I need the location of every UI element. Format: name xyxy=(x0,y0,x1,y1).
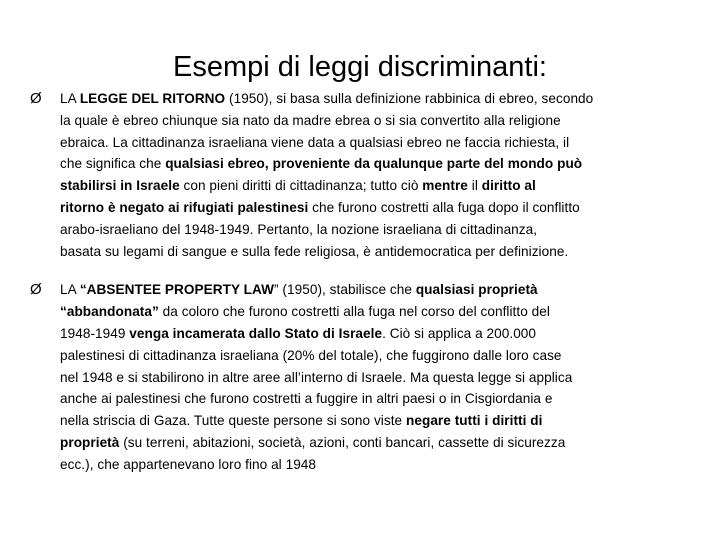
text-run: che significa che xyxy=(60,156,166,172)
text-run: nella striscia di Gaza. Tutte queste persone si sono viste xyxy=(60,413,406,429)
bold-text-run: ritorno è negato ai rifugiati palestinesi xyxy=(60,199,309,215)
text-run: palestinesi di cittadinanza israeliana (20% del totale), che fuggirono dalle loro case xyxy=(60,347,562,363)
text-line xyxy=(60,323,690,345)
text-line xyxy=(60,454,690,476)
text-run: ” (1950), stabilisce che xyxy=(274,282,416,298)
text-run: la quale è ebreo chiunque sia nato da madre ebrea o si sia convertito alla religione xyxy=(60,112,561,128)
text-line xyxy=(60,345,690,367)
text-line xyxy=(60,432,690,454)
text-line xyxy=(60,388,690,410)
bold-text-run: LEGGE DEL RITORNO xyxy=(79,91,226,106)
bold-text-run: qualsiasi ebreo, proveniente da qualunque parte del mondo può xyxy=(165,156,583,172)
bold-text-run: negare tutti i diritti di xyxy=(406,413,543,429)
text-run: LA xyxy=(60,282,80,298)
bold-text-run: “abbandonata” xyxy=(60,304,159,320)
text-run: LA xyxy=(60,91,80,106)
text-line xyxy=(60,279,690,301)
bold-text-run: “ABSENTEE PROPERTY LAW xyxy=(79,282,275,298)
text-run: che furono costretti alla fuga dopo il conflitto xyxy=(308,199,580,215)
text-run: arabo-israeliano del 1948-1949. Pertanto, la nozione israeliana di cittadinanza, xyxy=(60,221,538,237)
bold-text-run: qualsiasi proprietà xyxy=(415,282,538,298)
text-run: nel 1948 e si stabilirono in altre aree all’interno di Israele. Ma questa legge si applica xyxy=(60,369,573,385)
text-run: (1950), si basa sulla definizione rabbinica di ebreo, secondo xyxy=(225,91,594,106)
text-run: ebraica. La cittadinanza israeliana viene data a qualsiasi ebreo ne faccia richiesta, il xyxy=(60,134,570,150)
text-line xyxy=(60,197,690,219)
text-run: ecc.), che appartenevano loro fino al 1948 xyxy=(60,456,317,472)
text-line xyxy=(60,175,690,197)
bullet-item xyxy=(30,88,690,262)
slide-title: Esempi di leggi discriminanti: xyxy=(173,51,547,84)
bold-text-run: stabilirsi in Israele xyxy=(60,178,180,194)
text-line xyxy=(60,241,690,263)
text-line xyxy=(60,410,690,432)
arrow-bullet-icon: Ø xyxy=(30,90,42,107)
bold-text-run: diritto al xyxy=(481,178,536,194)
text-run: da coloro che furono costretti alla fuga nel corso del conflitto del xyxy=(158,304,550,320)
text-run: (su terreni, abitazioni, società, azioni, conti bancari, cassette di sicurezza xyxy=(119,434,566,450)
text-line xyxy=(60,367,690,389)
text-run: . Ciò si applica a 200.000 xyxy=(382,325,537,341)
bold-text-run: mentre xyxy=(422,178,468,194)
text-run: 1948-1949 xyxy=(60,325,130,341)
bold-text-run: venga incamerata dallo Stato di Israele xyxy=(129,325,383,341)
text-line xyxy=(60,153,690,175)
text-line xyxy=(60,88,690,110)
text-line xyxy=(60,132,690,154)
arrow-bullet-icon: Ø xyxy=(30,281,42,299)
text-run: con pieni diritti di cittadinanza; tutto ciò xyxy=(179,178,423,194)
bold-text-run: proprietà xyxy=(60,434,120,450)
text-run: basata su legami di sangue e sulla fede religiosa, è antidemocratica per definizione. xyxy=(60,243,569,259)
bullet-item xyxy=(30,279,690,475)
text-line xyxy=(60,110,690,132)
text-line xyxy=(60,301,690,323)
text-run: il xyxy=(467,178,482,194)
text-line xyxy=(60,219,690,241)
text-run: anche ai palestinesi che furono costretti a fuggire in altri paesi o in Cisgiordania e xyxy=(60,391,553,407)
bullet-list xyxy=(30,88,690,476)
